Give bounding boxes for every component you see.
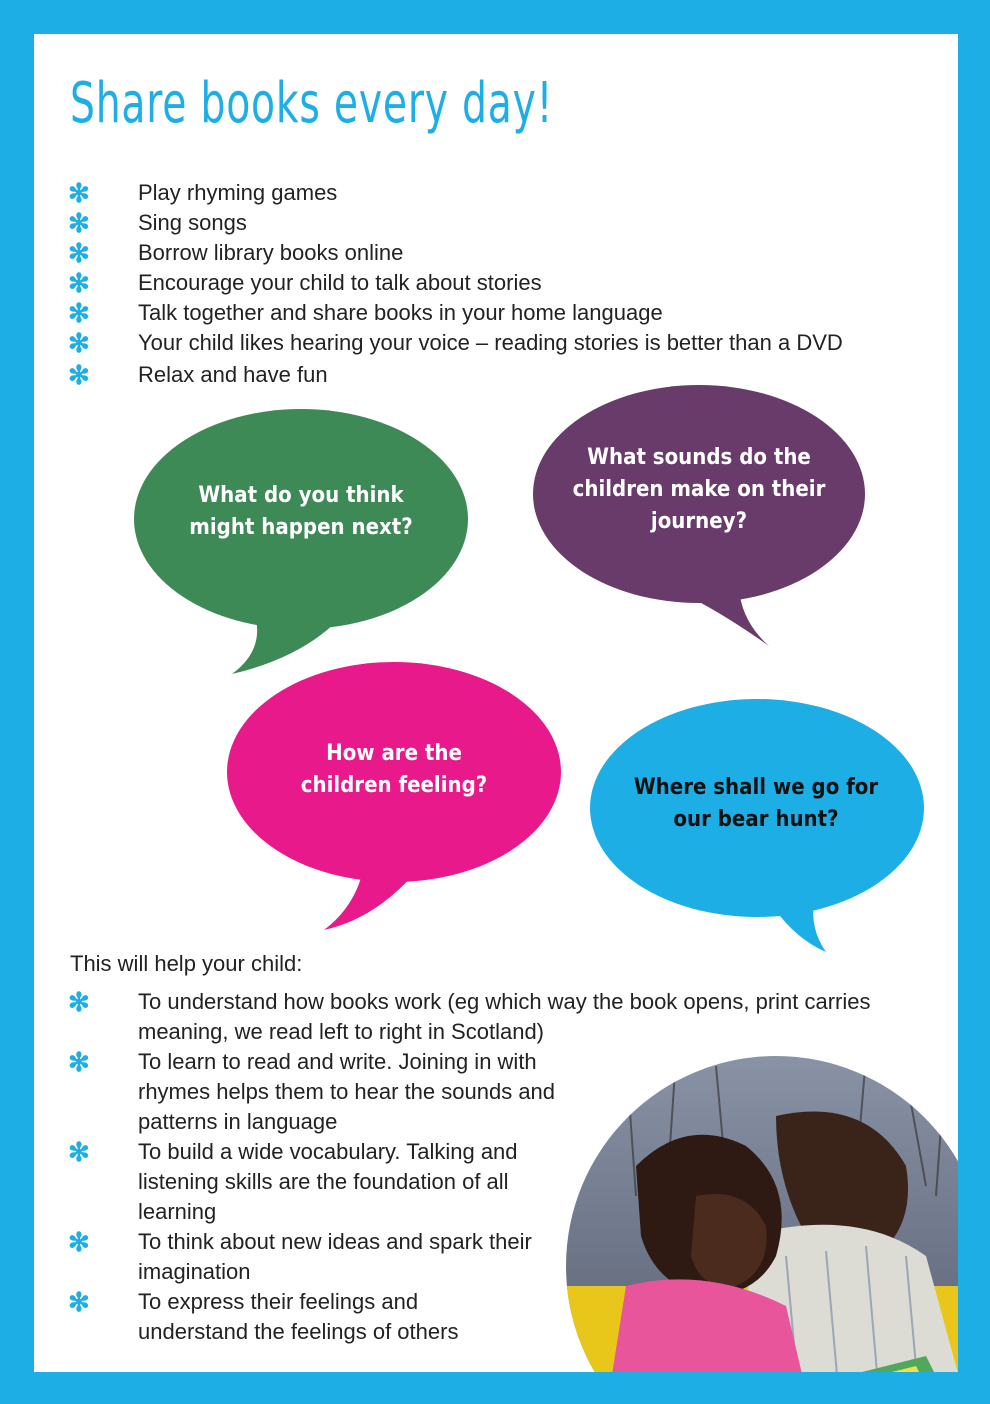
tip-text: Encourage your child to talk about stories [138,270,542,295]
benefit-text: To learn to read and write. Joining in with rhymes helps them to hear the sounds and patterns in language [138,1049,556,1134]
asterisk-icon: ✻ [68,360,90,390]
benefit-text: To build a wide vocabulary. Talking and listening skills are the foundation of all learning [138,1139,518,1224]
list-item [68,987,898,1047]
asterisk-icon: ✻ [68,987,90,1017]
list-item [68,1287,518,1347]
asterisk-icon: ✻ [68,1047,90,1077]
bubble-line: Where shall we go for [633,775,879,800]
benefit-text: To think about new ideas and spark their imagination [138,1229,532,1284]
asterisk-icon: ✻ [68,298,90,328]
benefit-text: To understand how books work (eg which way the book opens, print carries meaning, we read left to right in Scotland) [138,989,871,1044]
pink-bubble-text [244,738,544,802]
bubble-line: What sounds do the [587,445,811,470]
blue-bubble-text [606,772,906,836]
green-bubble-text [151,480,451,544]
bubble-line: How are the [326,741,462,766]
asterisk-icon: ✻ [68,1227,90,1257]
benefit-text: To express their feelings and understand the feelings of others [138,1289,459,1344]
asterisk-icon: ✻ [68,178,90,208]
purple-bubble-text [549,442,849,538]
tip-text: Relax and have fun [138,362,328,387]
bubble-line: What do you think [198,483,404,508]
page [34,34,958,1372]
asterisk-icon: ✻ [68,328,90,358]
list-item [68,1137,578,1227]
bubble-line: journey? [650,509,748,534]
page-title: Share books every day! [70,71,554,136]
tip-text: Sing songs [138,210,247,235]
bubble-line: children make on their [572,477,826,502]
asterisk-icon: ✻ [68,1287,90,1317]
tip-text: Play rhyming games [138,180,338,205]
bubble-line: our bear hunt? [673,807,839,832]
list-item [68,1047,598,1137]
tip-text: Talk together and share books in your home language [138,300,663,325]
list-item [68,1227,558,1287]
bubble-line: might happen next? [189,515,413,540]
help-intro: This will help your child: [70,951,303,976]
tip-text: Borrow library books online [138,240,404,265]
asterisk-icon: ✻ [68,268,90,298]
asterisk-icon: ✻ [68,208,90,238]
asterisk-icon: ✻ [68,238,90,268]
tip-text: Your child likes hearing your voice – reading stories is better than a DVD [138,330,843,355]
bubble-line: children feeling? [300,773,488,798]
asterisk-icon: ✻ [68,1137,90,1167]
